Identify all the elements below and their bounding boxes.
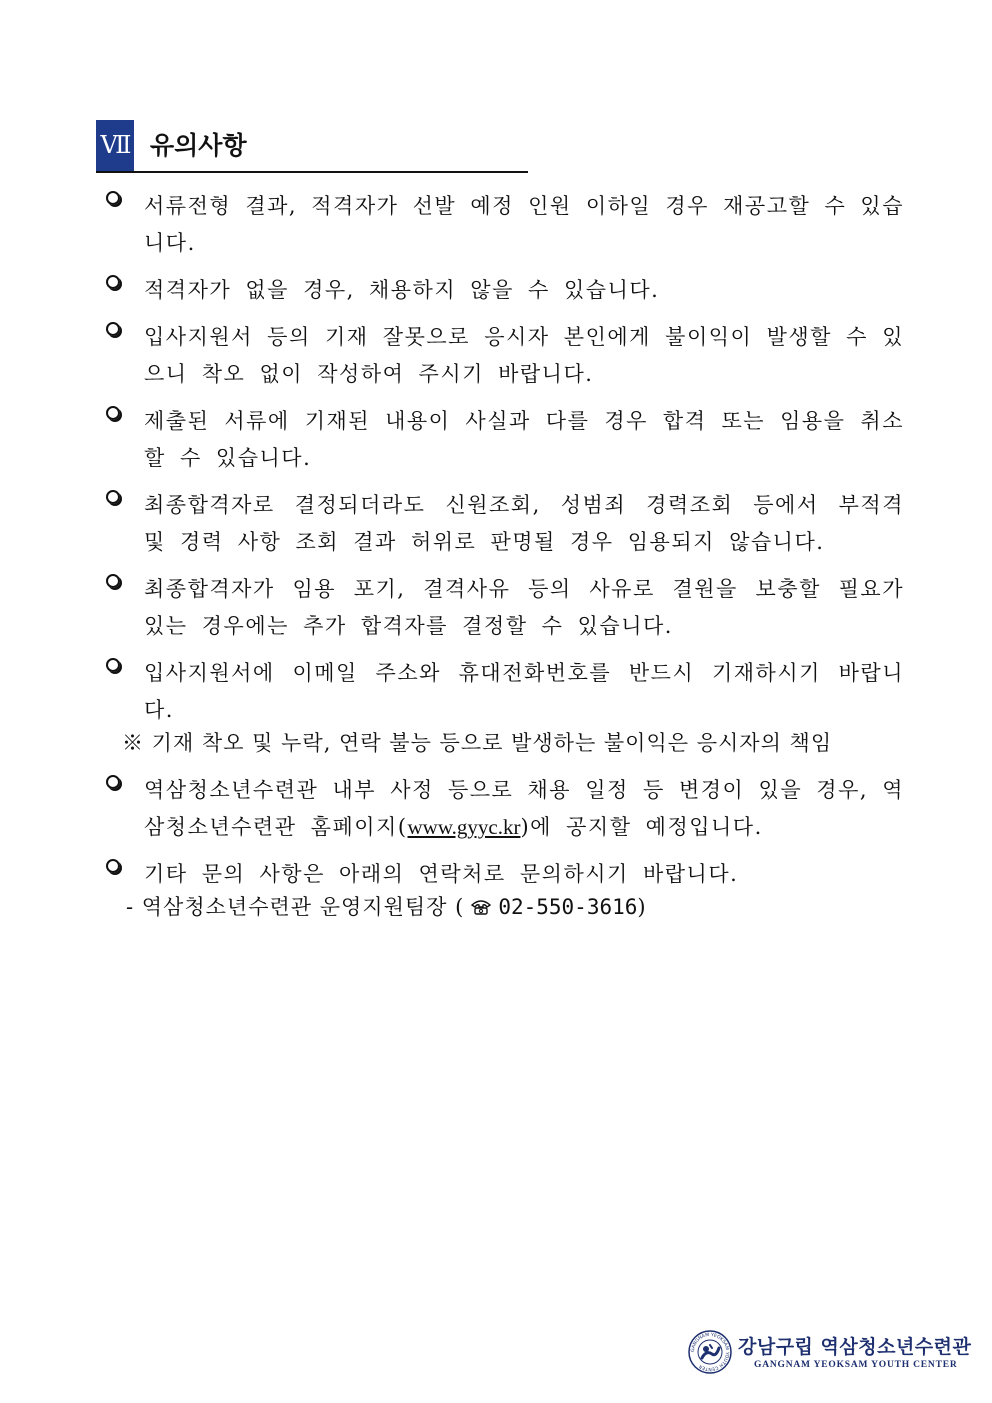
notice-text: 적격자가 없을 경우, 채용하지 않을 수 있습니다. [144, 278, 660, 302]
notice-text: 최종합격자로 결정되더라도 신원조회, 성범죄 경력조회 등에서 부적격 및 경력 사항 조회 결과 허위로 판명될 경우 임용되지 않습니다. [144, 493, 904, 554]
notice-list [104, 188, 904, 938]
footer-logo [688, 1328, 972, 1378]
circle-bullet-icon [106, 490, 120, 504]
telephone-icon [470, 891, 492, 928]
notice-text: 제출된 서류에 기재된 내용이 사실과 다를 경우 합격 또는 임용을 취소할 수 있습니다. [144, 409, 904, 470]
circle-bullet-icon [106, 775, 120, 789]
section-header [96, 120, 528, 172]
circle-bullet-icon [106, 859, 120, 873]
contact-prefix: - 역삼청소년수련관 운영지원팀장 ( [126, 895, 465, 919]
notice-text: 서류전형 결과, 적격자가 선발 예정 인원 이하일 경우 재공고할 수 있습니다. [144, 194, 904, 255]
notice-text: 입사지원서 등의 기재 잘못으로 응시자 본인에게 불이익이 발생할 수 있으니 착오 없이 작성하여 주시기 바랍니다. [144, 325, 904, 386]
svg-text:GANGNAM YEOKSAM YOUTH CENTER: GANGNAM YEOKSAM YOUTH CENTER [690, 1332, 730, 1372]
notice-text: 입사지원서에 이메일 주소와 휴대전화번호를 반드시 기재하시기 바랍니다. [144, 661, 904, 722]
contact-suffix: ) [637, 895, 647, 919]
schedule-text-after: )에 공지할 예정입니다. [520, 815, 763, 839]
notice-item-schedule [104, 772, 904, 846]
notice-item [104, 487, 904, 561]
org-name: 강남구립 역삼청소년수련관 [738, 1336, 972, 1358]
circle-bullet-icon [106, 574, 120, 588]
notice-text: 최종합격자가 임용 포기, 결격사유 등의 사유로 결원을 보충할 필요가 있는 경우에는 추가 합격자를 결정할 수 있습니다. [144, 577, 904, 638]
section-number: Ⅶ [96, 120, 134, 172]
homepage-link[interactable]: www.gyyc.kr [407, 815, 521, 839]
notice-text: 기타 문의 사항은 아래의 연락처로 문의하시기 바랍니다. [144, 862, 739, 886]
circle-bullet-icon [106, 658, 120, 672]
circle-bullet-icon [106, 322, 120, 336]
notice-item [104, 272, 904, 309]
circle-bullet-icon [106, 406, 120, 420]
notice-note: ※ 기재 착오 및 누락, 연락 불능 등으로 발생하는 불이익은 응시자의 책임 [122, 731, 833, 755]
section-divider [96, 171, 528, 173]
emblem-logo-icon [688, 1330, 732, 1374]
circle-bullet-icon [106, 275, 120, 289]
notice-item [104, 188, 904, 262]
notice-item-contact [104, 856, 904, 928]
notice-text [144, 772, 904, 846]
notice-item [104, 655, 904, 762]
contact-line [126, 889, 904, 928]
org-subtitle: GANGNAM YEOKSAM YOUTH CENTER [754, 1360, 958, 1370]
notice-item [104, 403, 904, 477]
circle-bullet-icon [106, 191, 120, 205]
schedule-text-before: 역삼청소년수련관 내부 사정 등으로 채용 일정 등 변경이 있을 경우, 역삼청소년수련관 홈페이지( [144, 778, 904, 839]
section-title: 유의사항 [150, 131, 247, 160]
contact-phone: 02-550-3616 [498, 895, 638, 919]
notice-item [104, 319, 904, 393]
notice-item [104, 571, 904, 645]
